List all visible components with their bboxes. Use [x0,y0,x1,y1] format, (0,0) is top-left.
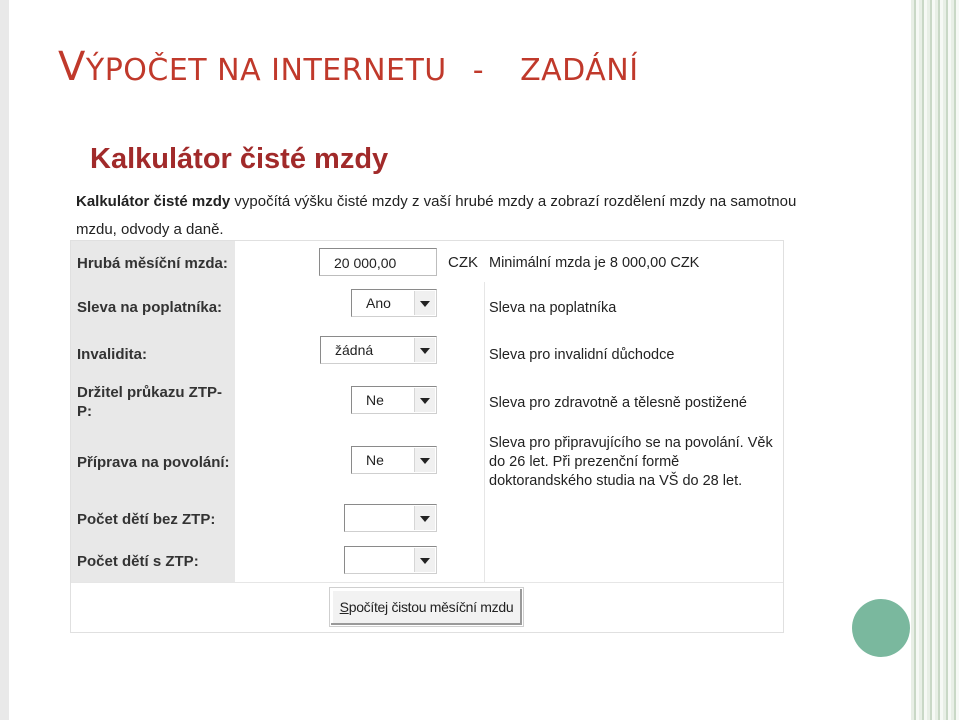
right-decor-stripes [911,0,959,720]
slide-title-end: ZADÁNÍ [520,53,639,88]
selected-value: Ne [366,452,384,468]
left-decor-bar [0,0,9,720]
job-training-desc-line2: do 26 let. Při prezenční formě [489,454,680,470]
job-training-desc-line3: doktorandského studia na VŠ do 28 let. [489,473,743,489]
slide-title-dash: - [472,53,485,88]
slide-title-main: ÝPOČET NA INTERNETU [85,53,447,88]
slide-title [58,44,639,90]
children-no-ztp-label: Počet dětí bez ZTP: [77,511,216,528]
gross-salary-input[interactable]: 20 000,00 [319,248,437,276]
children-ztp-label: Počet dětí s ZTP: [77,553,199,570]
taxpayer-discount-desc: Sleva na poplatníka [489,300,617,316]
job-training-label: Příprava na povolání: [77,454,230,471]
intro-bold: Kalkulátor čisté mzdy [76,193,231,210]
disability-label: Invalidita: [77,346,148,363]
taxpayer-discount-label: Sleva na poplatníka: [77,299,223,316]
job-training-desc-line1: Sleva pro připravujícího se na povolání. Věk [489,435,773,451]
form-frame [70,240,784,633]
calculator-title: Kalkulátor čisté mzdy [90,143,389,175]
selected-value: Ano [366,295,391,311]
disability-desc: Sleva pro invalidní důchodce [489,347,675,363]
calculator-intro [76,188,816,244]
currency-label: CZK [448,254,478,271]
selected-value: Ne [366,392,384,408]
ztpp-holder-desc: Sleva pro zdravotně a tělesně postižené [489,395,747,411]
button-label: počítej čistou měsíční mzdu [348,599,514,615]
gross-salary-note: Minimální mzda je 8 000,00 CZK [489,255,700,271]
ztpp-holder-label-line2: P: [77,403,92,420]
decor-circle [852,599,910,657]
salary-form [70,240,784,633]
intro-text: vypočítá výšku čisté mzdy z vaší hrubé mzdy a zobrazí rozdělení mzdy na samotnou mzdu, odvody a daně. [76,193,797,238]
ztpp-holder-label-line1: Držitel průkazu ZTP- [77,384,223,401]
gross-salary-label: Hrubá měsíční mzda: [77,255,228,272]
slide-title-initial: V [58,44,86,90]
selected-value: žádná [335,342,374,358]
button-label-accesskey: S [339,599,349,615]
